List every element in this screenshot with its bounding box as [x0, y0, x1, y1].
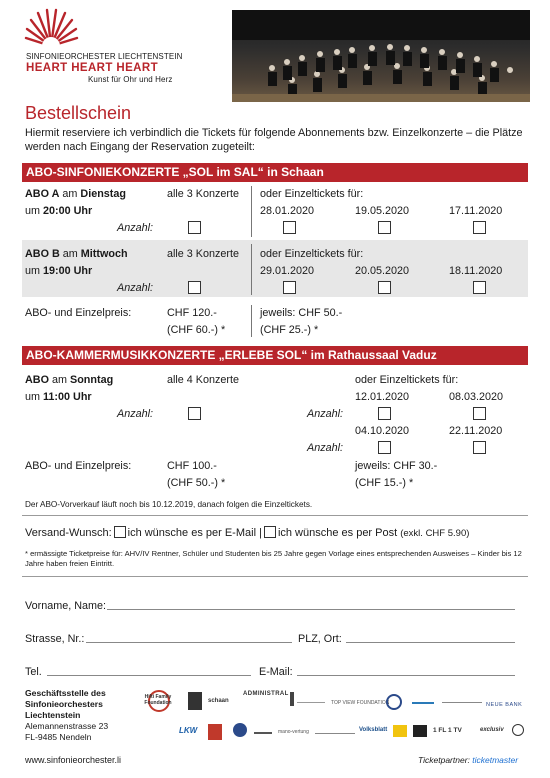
sponsor-logo [315, 728, 355, 734]
section1-price-label: ABO- und Einzelpreis: [25, 307, 132, 319]
abo-b-date-1: 29.01.2020 [260, 265, 315, 277]
intro-text: Hiermit reserviere ich verbindlich die Tickets für folgende Abonnements bzw. Einzelkonzerte – die Plätze werden nach Eingang der Reservation zugeteilt: [25, 127, 523, 153]
abo-a-line1: ABO A am Dienstag [25, 188, 126, 200]
tel-label: Tel. [25, 666, 42, 678]
abo-b-date-1-checkbox[interactable] [283, 281, 296, 294]
hilti-label: Hilti Family Foundation [144, 694, 172, 706]
section2-price-single: jeweils: CHF 30.- [355, 460, 438, 472]
versand-email-checkbox[interactable] [114, 526, 126, 538]
section2-price-abo: CHF 100.- [167, 460, 217, 472]
orchestra-logo-fan [22, 8, 80, 48]
volksblatt-logo: Volksblatt [359, 727, 388, 733]
section2-line1: ABO am Sonntag [25, 374, 114, 386]
name-field[interactable] [107, 609, 515, 610]
sponsor-logo [297, 697, 325, 703]
section2-date-1-checkbox[interactable] [378, 407, 391, 420]
abo-a-all-checkbox[interactable] [188, 221, 201, 234]
abo-b-date-3-checkbox[interactable] [473, 281, 486, 294]
page-title: Bestellschein [25, 103, 132, 123]
abo-a-all: alle 3 Konzerte [167, 188, 240, 200]
office-address: Geschäftsstelle des Sinfonieorchesters Liechtenstein Alemannenstrasse 23 FL-9485 Nendeln [25, 688, 109, 742]
divider [22, 515, 528, 516]
column-divider [251, 244, 252, 295]
ticketpartner [418, 755, 518, 765]
versand-row [25, 526, 469, 539]
abo-b-line1: ABO B am Mittwoch [25, 248, 128, 260]
column-divider [251, 305, 252, 337]
sponsor-logo [233, 723, 247, 737]
abo-b-all-checkbox[interactable] [188, 281, 201, 294]
section2-date-3: 04.10.2020 [355, 425, 410, 437]
section2-oder: oder Einzeltickets für: [355, 374, 459, 386]
section2-date-1: 12.01.2020 [355, 391, 410, 403]
abo-a-date-1: 28.01.2020 [260, 205, 315, 217]
abo-b-oder: oder Einzeltickets für: [260, 248, 364, 260]
abo-b-date-3: 18.11.2020 [449, 265, 503, 277]
sponsor-logo [208, 724, 222, 740]
name-label: Vorname, Name: [25, 600, 107, 612]
section2-price-label: ABO- und Einzelpreis: [25, 460, 132, 472]
sponsor-logo [188, 692, 202, 710]
abo-a-date-2: 19.05.2020 [355, 205, 410, 217]
sponsor-logo [442, 693, 482, 703]
vorverkauf-note: Der ABO-Vorverkauf läuft noch bis 10.12.2019, danach folgen die Einzeltickets. [25, 500, 313, 509]
section2-date-3-checkbox[interactable] [378, 441, 391, 454]
section1-price-abo: CHF 120.- [167, 307, 217, 319]
abo-a-line2: um 20:00 Uhr [25, 205, 93, 217]
sponsor-logo [413, 725, 427, 737]
email-label: E-Mail: [259, 666, 293, 678]
abo-b-line2: um 19:00 Uhr [25, 265, 93, 277]
section2-all-checkbox[interactable] [188, 407, 201, 420]
abo-a-date-1-checkbox[interactable] [283, 221, 296, 234]
section2-date-4-checkbox[interactable] [473, 441, 486, 454]
section-heading-sinfonie: ABO-SINFONIEKONZERTE „SOL im SAL“ in Schaan [22, 163, 528, 182]
topview-logo: TOP VIEW FOUNDATION [331, 700, 390, 706]
abo-b-all: alle 3 Konzerte [167, 248, 240, 260]
section2-price-abo-reduced: (CHF 50.-) * [167, 477, 226, 489]
exclusiv-logo: exclusiv [480, 727, 504, 733]
orchestra-photo [232, 10, 530, 102]
street-label: Strasse, Nr.: [25, 633, 85, 645]
administral-logo: ADMINISTRAL [243, 691, 289, 697]
plz-label: PLZ, Ort: [298, 633, 342, 645]
ticketpartner-label: Ticketpartner: [418, 755, 470, 765]
section2-date-2-checkbox[interactable] [473, 407, 486, 420]
section1-price-abo-reduced: (CHF 60.-) * [167, 324, 226, 336]
versand-post-note: (exkl. CHF 5.90) [400, 528, 470, 539]
abo-a-date-2-checkbox[interactable] [378, 221, 391, 234]
abo-a-anzahl-label: Anzahl: [117, 222, 154, 234]
lkw-logo: LKW [179, 726, 198, 735]
versand-post-label: ich wünsche es per Post [277, 527, 398, 539]
1fl-tv-logo: 1 FL 1 TV [433, 727, 462, 734]
section2-anzahl-label-2: Anzahl: [307, 408, 344, 420]
abo-a-date-3-checkbox[interactable] [473, 221, 486, 234]
plz-field[interactable] [346, 642, 515, 643]
sponsor-logo [290, 692, 294, 706]
tagline-sub: Kunst für Ohr und Herz [87, 75, 173, 84]
abo-b-date-2: 20.05.2020 [355, 265, 410, 277]
abo-a-date-3: 17.11.2020 [449, 205, 503, 217]
section2-all: alle 4 Konzerte [167, 374, 240, 386]
divider [22, 576, 528, 577]
section2-anzahl-label-1: Anzahl: [117, 408, 154, 420]
section1-price-single-reduced: (CHF 25.-) * [260, 324, 319, 336]
footnote: * ermässigte Ticketpreise für: AHV/IV Rentner, Schüler und Studenten bis 25 Jahre gegen Vorlage eines entsprechenden Ausweises – Kinder bis 12 Jahre haben freien Eintritt. [25, 549, 522, 568]
section2-price-single-reduced: (CHF 15.-) * [355, 477, 414, 489]
street-field[interactable] [86, 642, 292, 643]
section1-price-single: jeweils: CHF 50.- [260, 307, 343, 319]
versand-email-label: ich wünsche es per E-Mail | [127, 527, 262, 539]
abo-b-date-2-checkbox[interactable] [378, 281, 391, 294]
tagline-heart: HEART HEART HEART [26, 62, 159, 74]
abo-b-anzahl-label: Anzahl: [117, 282, 154, 294]
schaan-logo: schaan [208, 698, 229, 704]
sponsor-logo [412, 692, 434, 704]
tel-field[interactable] [47, 675, 251, 676]
mano-logo: mano-vertung [278, 729, 309, 735]
column-divider [251, 186, 252, 237]
section2-date-2: 08.03.2020 [449, 391, 504, 403]
website-link[interactable]: www.sinfonieorchester.li [25, 755, 122, 765]
section2-anzahl-label-3: Anzahl: [307, 442, 344, 454]
sponsor-logo [512, 724, 524, 736]
sponsor-logo [386, 694, 402, 710]
versand-post-checkbox[interactable] [264, 526, 276, 538]
neue-bank-logo: NEUE BANK [486, 702, 523, 708]
versand-label: Versand-Wunsch: [25, 527, 112, 539]
sponsor-logo [254, 724, 272, 734]
section-heading-kammermusik: ABO-KAMMERMUSIKKONZERTE „ERLEBE SOL“ im Rathaussaal Vaduz [22, 346, 528, 365]
section2-date-4: 22.11.2020 [449, 425, 503, 437]
abo-a-oder: oder Einzeltickets für: [260, 188, 364, 200]
email-field[interactable] [297, 675, 515, 676]
sponsor-logo [393, 725, 407, 737]
logo-wordmark [26, 52, 182, 85]
org-name: SINFONIEORCHESTER LIECHTENSTEIN [26, 52, 183, 61]
section2-line2: um 11:00 Uhr [25, 391, 92, 403]
ticketmaster-logo[interactable]: ticketmaster [472, 755, 519, 765]
